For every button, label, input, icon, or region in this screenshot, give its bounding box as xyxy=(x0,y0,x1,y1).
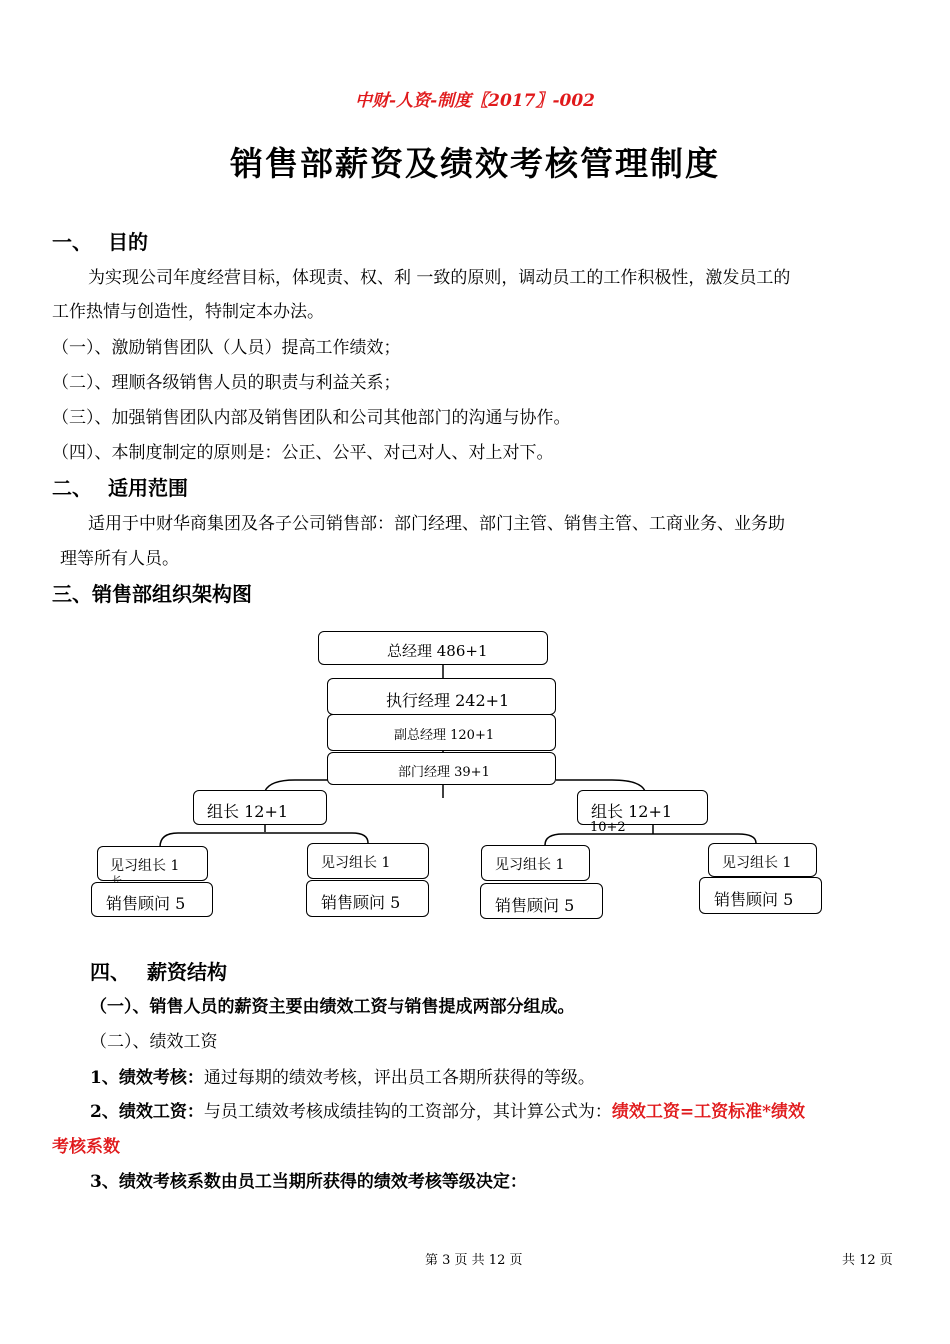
document-number: 中财-人资-制度〖2017〗-002 xyxy=(355,91,595,111)
section-2-number: 二、 xyxy=(52,476,92,500)
section-4-number: 四、 xyxy=(90,960,130,984)
org-node-advisor xyxy=(480,883,603,919)
org-node-advisor xyxy=(306,880,429,917)
objective-item: （二）、理顺各级销售人员的职责与利益关系； xyxy=(52,373,401,393)
org-node-leader-right-extra: 10+2 xyxy=(590,820,626,835)
salary-point-3: 3、绩效考核系数由员工当期所获得的绩效考核等级决定： xyxy=(90,1172,527,1192)
section-2-para-line2: 理等所有人员。 xyxy=(60,549,179,569)
section-2-para-line1: 适用于中财华商集团及各子公司销售部：部门经理、部门主管、销售主管、工商业务、业务助 xyxy=(88,514,785,534)
org-node-exec xyxy=(327,678,556,715)
org-node-leader-right-label: 组长 12+1 xyxy=(591,802,673,821)
objective-item: （一）、激励销售团队（人员）提高工作绩效； xyxy=(52,338,401,358)
org-node-trainee xyxy=(481,845,590,881)
section-1-number: 一、 xyxy=(52,230,92,254)
org-node-dept-label: 部门经理 39+1 xyxy=(398,765,490,780)
org-node-advisor-label: 销售顾问 5 xyxy=(495,896,575,915)
org-node-trainee-label: 见习组长 1 xyxy=(495,857,565,873)
org-node-advisor xyxy=(91,882,213,917)
org-node-trainee-label: 见习组长 1 xyxy=(110,858,180,874)
section-2-heading: 适用范围 xyxy=(108,476,188,500)
salary-point-2-text: 与员工绩效考核成绩挂钩的工资部分，其计算公式为： xyxy=(203,1102,612,1122)
section-1-para-line1: 为实现公司年度经营目标，体现责、权、利 一致的原则，调动员工的工作积极性，激发员工的 xyxy=(88,268,791,288)
org-node-advisor-label: 销售顾问 5 xyxy=(321,893,401,912)
salary-item-2: （二）、绩效工资 xyxy=(90,1032,218,1052)
formula-part-2: 考核系数 xyxy=(52,1137,120,1157)
salary-point-1 xyxy=(90,1063,595,1088)
salary-point-2 xyxy=(90,1097,805,1122)
org-node-exec-label: 执行经理 242+1 xyxy=(386,691,510,710)
org-node-vgm-label: 副总经理 120+1 xyxy=(394,728,495,743)
salary-point-1-text: 通过每期的绩效考核，评出员工各期所获得的等级。 xyxy=(203,1068,595,1088)
org-node-trainee-label: 见习组长 1 xyxy=(722,855,792,871)
objective-item: （四）、本制度制定的原则是：公正、公平、对己对人、对上对下。 xyxy=(52,443,554,463)
org-node-leader-left-label: 组长 12+1 xyxy=(207,802,289,821)
org-node-advisor xyxy=(699,877,822,914)
section-4-heading: 薪资结构 xyxy=(147,960,227,984)
page-number: 第 3 页 共 12 页 xyxy=(425,1253,523,1268)
objective-item: （三）、加强销售团队内部及销售团队和公司其他部门的沟通与协作。 xyxy=(52,408,571,428)
formula-part-1: 绩效工资=工资标准*绩效 xyxy=(611,1102,805,1122)
section-1-para-line2: 工作热情与创造性，特制定本办法。 xyxy=(52,302,324,322)
salary-item-1: （一）、销售人员的薪资主要由绩效工资与销售提成两部分组成。 xyxy=(90,997,575,1017)
org-node-trainee-label: 见习组长 1 xyxy=(321,855,391,871)
org-node-advisor-label: 销售顾问 5 xyxy=(106,894,186,913)
org-node-trainee xyxy=(307,843,429,879)
section-3-heading: 三、销售部组织架构图 xyxy=(52,582,252,606)
org-node-trainee xyxy=(708,843,817,877)
salary-point-2-label: 2、绩效工资： xyxy=(90,1102,204,1122)
org-node-advisor-label: 销售顾问 5 xyxy=(714,890,794,909)
org-node-gm xyxy=(318,631,548,665)
page-title: 销售部薪资及绩效考核管理制度 xyxy=(230,144,720,183)
org-node-leader-left xyxy=(193,790,327,825)
org-node-dept xyxy=(327,752,556,785)
org-node-gm-label: 总经理 486+1 xyxy=(387,642,488,660)
total-pages: 共 12 页 xyxy=(842,1253,893,1268)
salary-point-1-label: 1、绩效考核： xyxy=(90,1068,204,1088)
section-1-heading: 目的 xyxy=(108,230,148,254)
org-node-vgm xyxy=(327,714,556,751)
